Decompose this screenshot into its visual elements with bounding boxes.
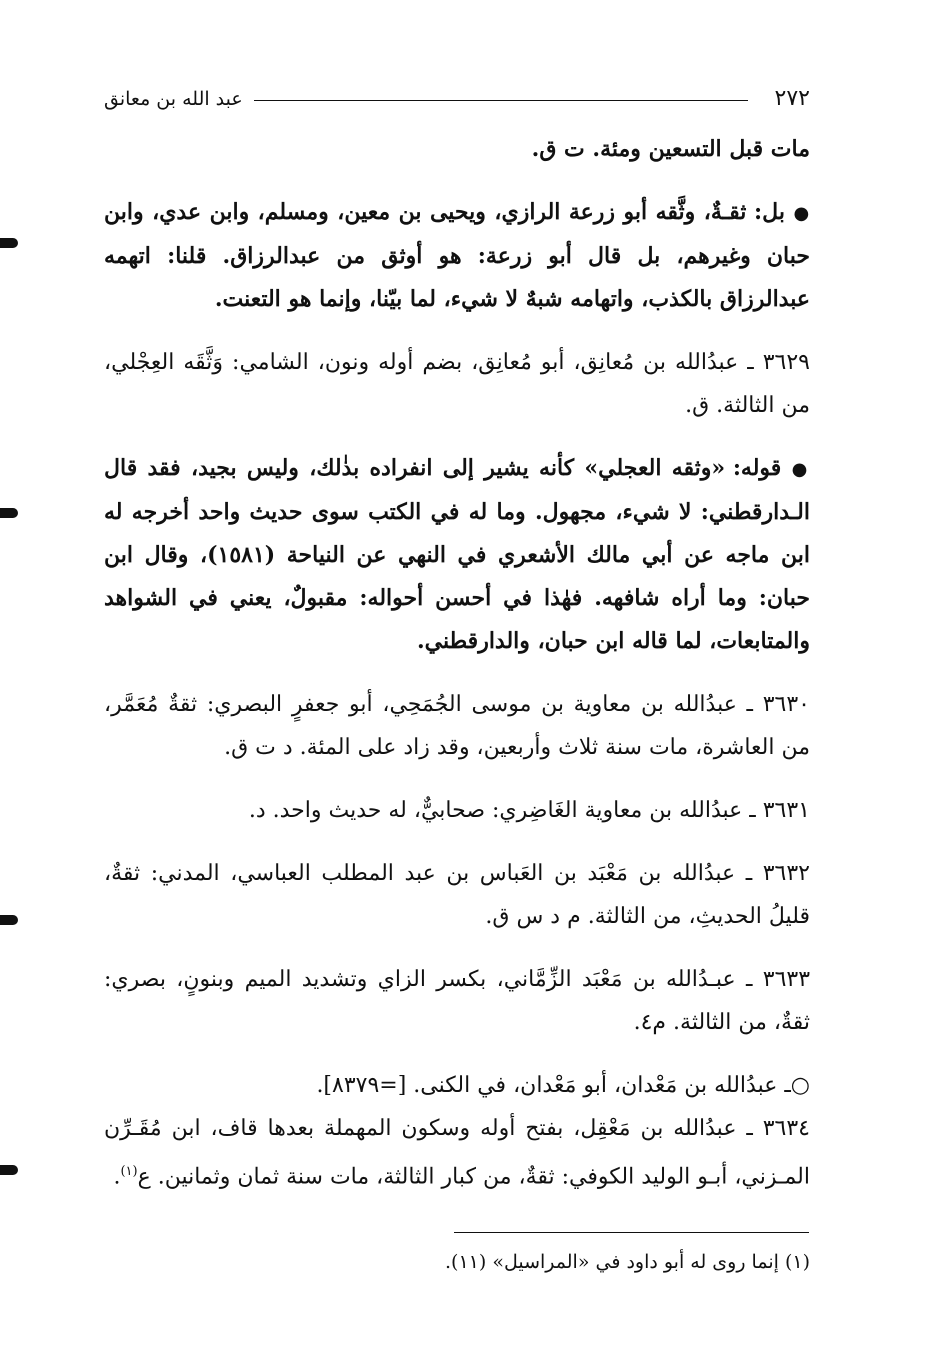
footnote-rule — [454, 1232, 809, 1233]
entry-3631: ٣٦٣١ ـ عبدُالله بن معاوية الغَاضِري: صحابيٌّ، له حديث واحد. د. — [248, 798, 810, 823]
commentary-paragraph: ● قوله: «وثقه العجلي» كأنه يشير إلى انفراده بذٰلك، وليس بجيد، فقد قال الـدارقطني: لا شيء، مجهول. وما له في الكتب سوى حديث واحد أخرجه له ابن ماجه عن أبي مالك الأشعري في النهي عن النياحة (١٥٨١)، وقال ابن حبان: وما أراه شافهه. فهٰذا في أحسن أحواله: مقبولٌ، يعني في الشواهد والمتابعات، لما قاله ابن حبان، والدارقطني. — [104, 455, 810, 654]
scan-edge-mark — [0, 915, 18, 925]
header-rule — [254, 100, 748, 101]
entry-3629: ٣٦٢٩ ـ عبدُالله بن مُعانِق، أبو مُعانِق، بضم أوله ونون، الشامي: وَثَّقَه العِجْلي، من الثالثة. ق. — [104, 350, 810, 418]
entry-3634: ٣٦٣٤ ـ عبدُالله بن مَعْقِل، بفتح أوله وسكون المهملة بعدها قاف، ابن مُقَـرِّن المـزني، أبـو الوليد الكوفي: ثقةٌ، من كبار الثالثة، مات سنة ثمان وثمانين. ع$^{(١)}$. — [104, 1116, 810, 1190]
page-number: ٢٧٢ — [774, 86, 810, 111]
footnote: (١) إنما روى له أبو داود في «المراسيل» (١١). — [445, 1251, 810, 1273]
scan-edge-mark — [0, 1165, 18, 1175]
commentary-paragraph: ● بل: ثقـةٌ، وثَّقه أبو زرعة الرازي، ويحيى بن معين، ومسلم، وابن عدي، وابن حبان وغيرهم، بل قال أبو زرعة: هو أوثق من عبدالرزاق. قلنا: اتهمه عبدالرزاق بالكذب، واتهامه شبهٌ لا شيء، لما بيّنا، وإنما هو التعنت. — [104, 199, 810, 312]
page-header — [104, 86, 810, 116]
bullet-dot-icon: ● — [791, 459, 810, 480]
bullet-dot-icon: ● — [793, 203, 810, 224]
scan-edge-mark — [0, 508, 18, 518]
paragraph-continuation: مات قبل التسعين ومئة. ت ق. — [531, 136, 810, 162]
scan-edge-mark — [0, 238, 18, 248]
running-title: عبد الله بن معانق — [104, 88, 243, 110]
cross-reference-entry: ○ـ عبدُالله بن مَعْدان، أبو مَعْدان، في الكنى. [=٨٣٧٩]. — [316, 1073, 810, 1098]
circle-icon: ○ — [790, 1073, 810, 1098]
entry-3632: ٣٦٣٢ ـ عبدُالله بن مَعْبَد بن العَباس بن عبد المطلب العباسي، المدني: ثقةٌ، قليلُ الحديثِ، من الثالثة. م د س ق. — [104, 861, 810, 929]
main-text — [104, 128, 810, 1198]
entry-3633: ٣٦٣٣ ـ عبـدُالله بن مَعْبَد الزِّمَّاني، بكسر الزاي وتشديد الميم وبنونٍ، بصري: ثقةٌ، من الثالثة. م٤. — [104, 967, 811, 1035]
footnote-ref: (١) — [120, 1164, 138, 1179]
entry-3630: ٣٦٣٠ ـ عبدُالله بن معاوية بن موسى الجُمَحِي، أبو جعفرٍ البصري: ثقةٌ مُعَمَّر، من العاشرة، مات سنة ثلاث وأربعين، وقد زاد على المئة. د ت ق. — [104, 692, 810, 760]
